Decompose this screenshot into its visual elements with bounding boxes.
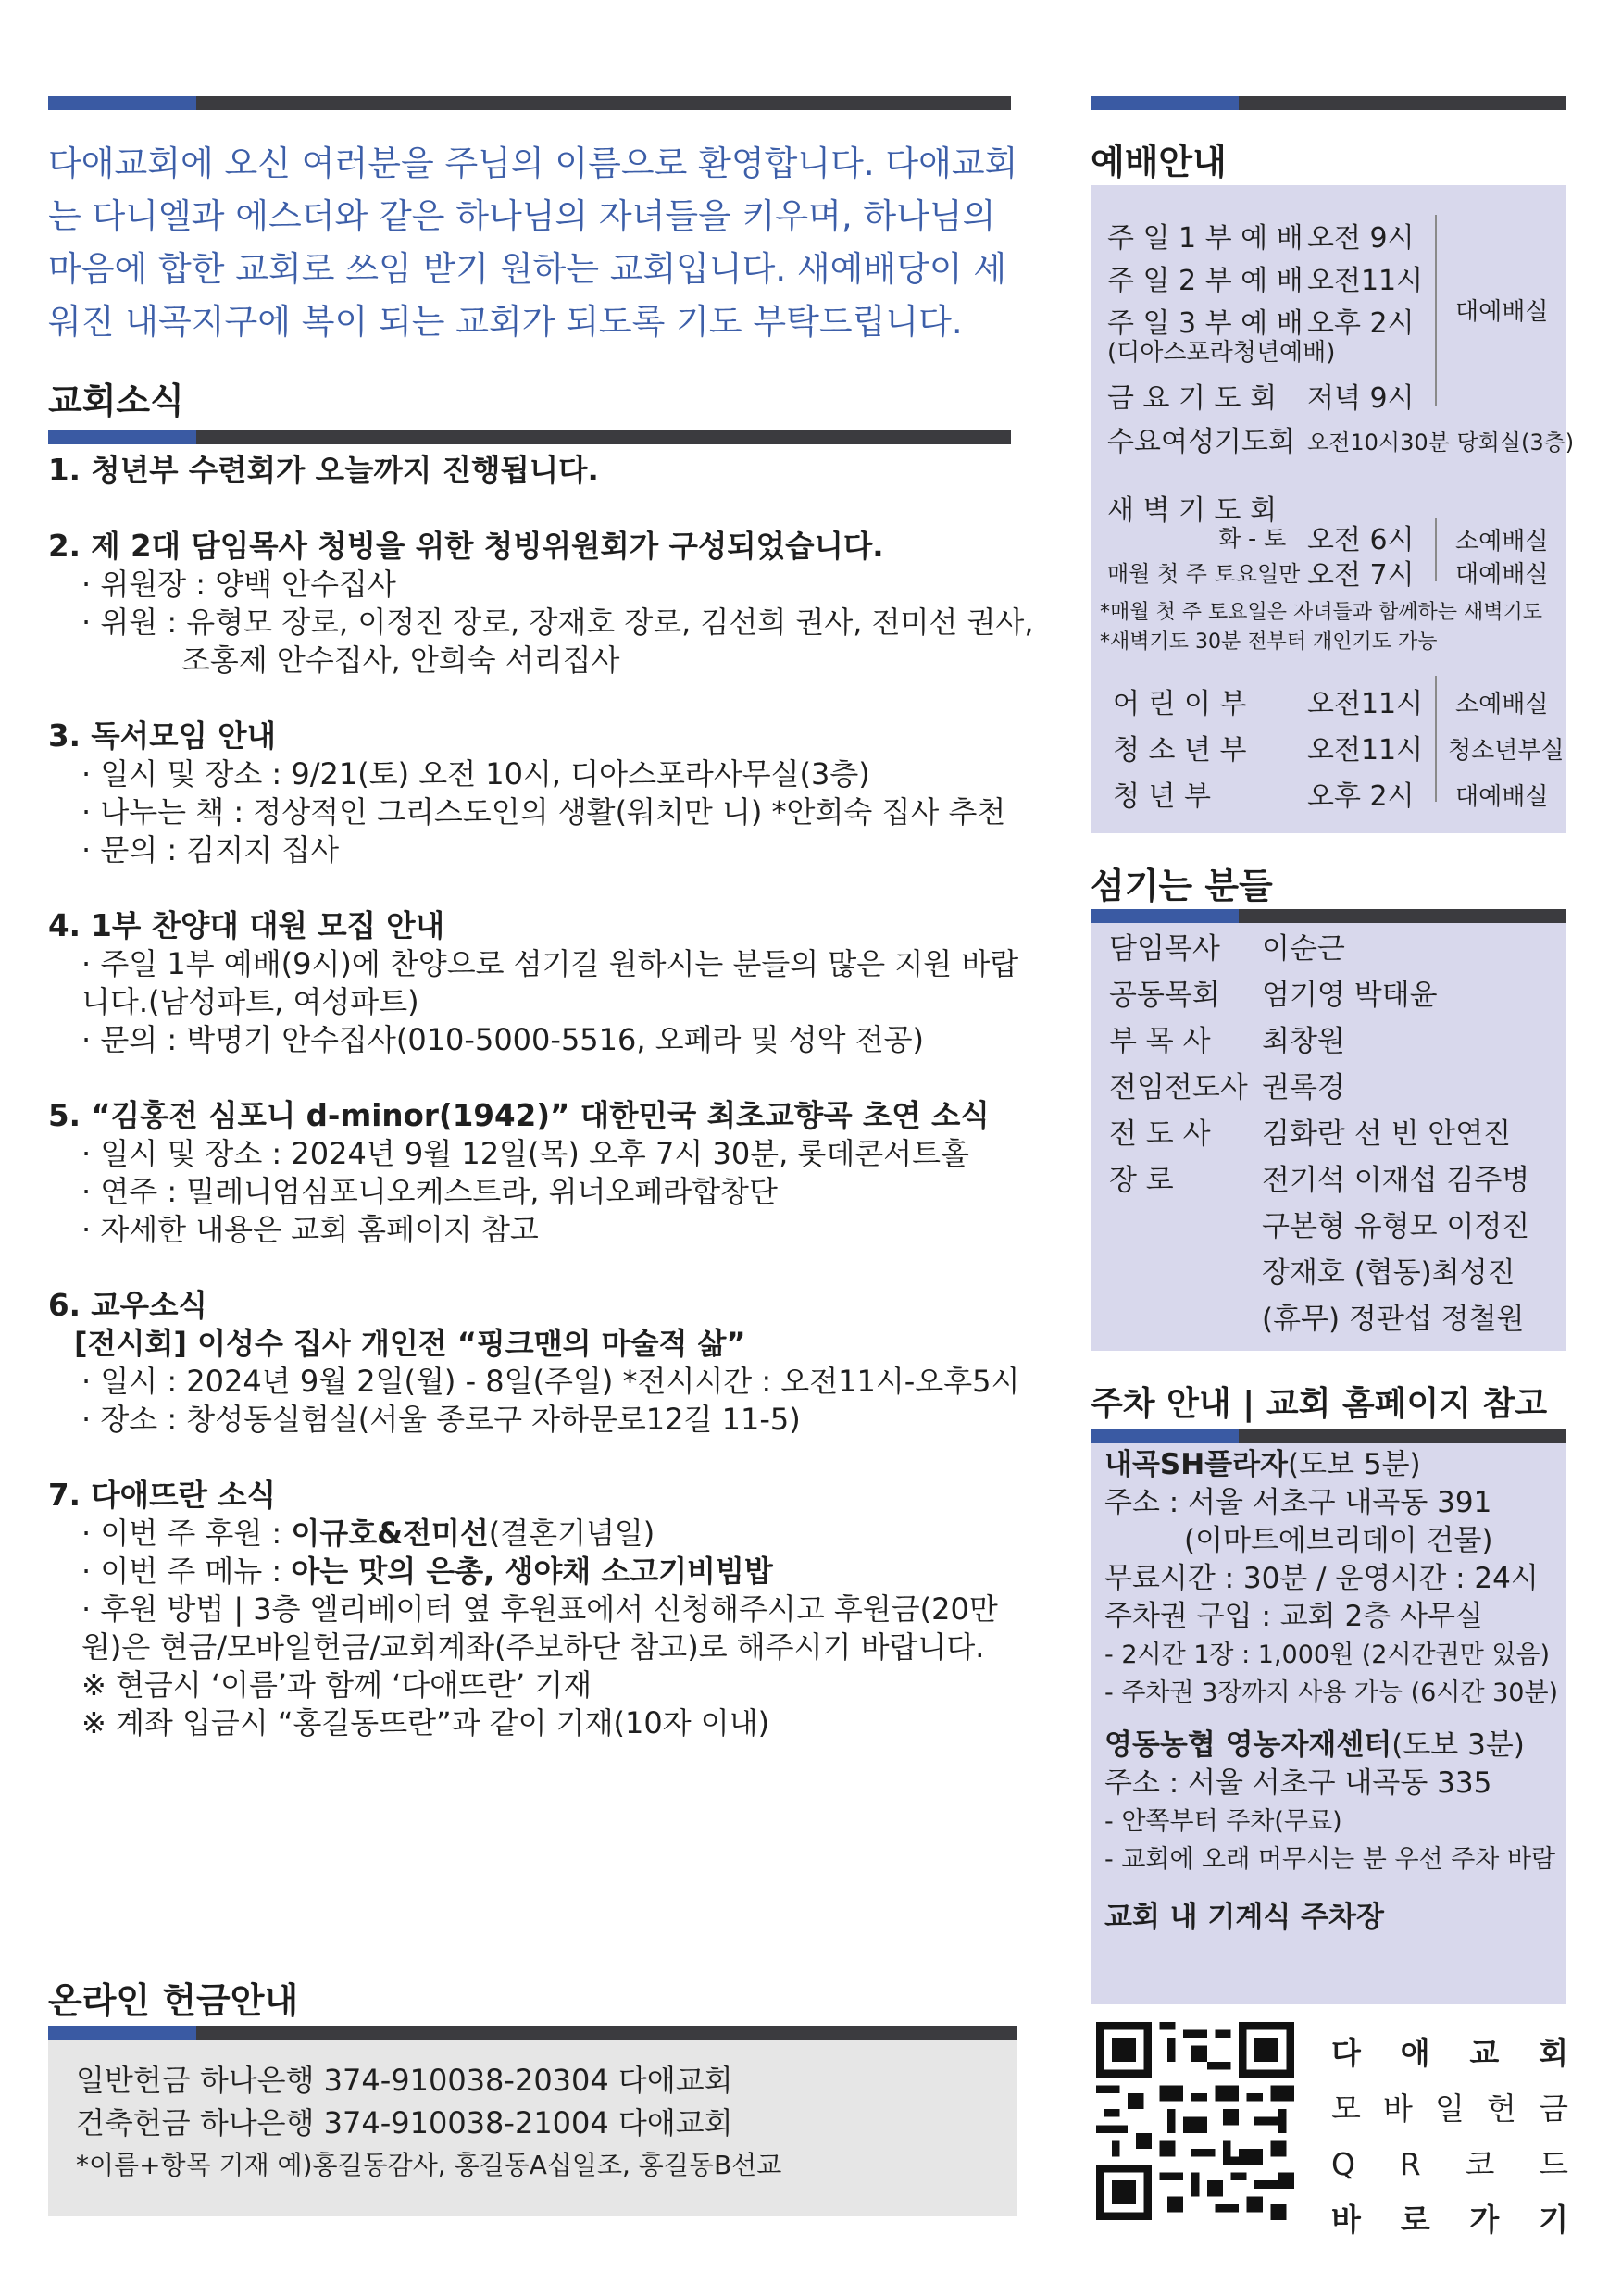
worship-young-name: 청 년 부 bbox=[1113, 780, 1212, 813]
worship-s3-name: 주 일 3 부 예 배 bbox=[1107, 307, 1303, 340]
servers-row: 구본형 유형모 이정진 bbox=[1262, 1210, 1530, 1243]
worship-dawn1-time: 오전 6시 bbox=[1307, 524, 1415, 556]
servers-row: 전 도 사 김화란 선 빈 안연진 bbox=[1109, 1117, 1512, 1151]
worship-dawn2-place: 대예배실 bbox=[1455, 561, 1549, 589]
offering-title: 온라인 헌금안내 bbox=[48, 1980, 299, 2021]
news-item-1: 1. 청년부 수련회가 오늘까지 진행됩니다. bbox=[48, 453, 599, 488]
news-item-7: 7. 다애뜨란 소식 · 이번 주 후원 : 이규호&전미선(결혼기념일) · 이번 주 메뉴 : 아는 맛의 은총, 생야채 소고기비빔밥 · 후원 방법 | 3층 엘리베이터 옆 후원표에서 신청해주시고 후원금(20만 원)은 현금/모바일헌금/교회계좌(주보하단 참고)로 해주시기 바랍니다. ※ 현금시 ‘이름’과 함께 ‘다애뜨란’ 기재 ※ 계좌 입금시 “홍길동뜨란”과 같이 기재(10자 이내) bbox=[48, 1478, 998, 1741]
worship-youth-name: 청 소 년 부 bbox=[1113, 734, 1247, 767]
worship-young-time: 오후 2시 bbox=[1307, 780, 1415, 813]
news-title: 교회소식 bbox=[48, 381, 184, 421]
servers-row: 담임목사 이순근 bbox=[1109, 932, 1345, 966]
worship-sunday-place: 대예배실 bbox=[1455, 298, 1549, 326]
worship-s3-note: (디아스포라청년예배) bbox=[1107, 339, 1336, 367]
offering-info bbox=[48, 2040, 1017, 2216]
servers-list bbox=[1109, 926, 1529, 1342]
worship-wed-name: 수요여성기도회 bbox=[1107, 426, 1295, 458]
worship-fri-name: 금 요 기 도 회 bbox=[1107, 382, 1278, 415]
offering-general: 일반헌금 하나은행 374-910038-20304 다애교회 bbox=[76, 2063, 733, 2098]
worship-fri-time: 저녁 9시 bbox=[1307, 382, 1415, 415]
worship-dawn-name: 새 벽 기 도 회 bbox=[1107, 494, 1278, 527]
servers-row: 장재호 (협동)최성진 bbox=[1262, 1256, 1515, 1290]
worship-wed-time: 오전10시30분 당회실(3층) bbox=[1307, 430, 1575, 455]
worship-youth-place: 청소년부실 bbox=[1448, 737, 1565, 765]
top-right-divider bbox=[1091, 96, 1566, 110]
worship-note-2: *새벽기도 30분 전부터 개인기도 가능 bbox=[1100, 630, 1438, 654]
servers-row: 공동목회 엄기영 박태윤 bbox=[1109, 979, 1438, 1012]
worship-s1-name: 주 일 1 부 예 배 bbox=[1107, 222, 1303, 255]
parking-divider bbox=[1091, 1429, 1566, 1443]
worship-s2-time: 오전11시 bbox=[1307, 265, 1424, 297]
news-item-5: 5. “김홍전 심포니 d-minor(1942)” 대한민국 최초교향곡 초연 소식 · 일시 및 장소 : 2024년 9월 12일(목) 오후 7시 30분, 롯데콘서트홀 · 연주 : 밀레니엄심포니오케스트라, 위너오페라합창단 · 자세한 내용은 교회 홈페이지 참고 bbox=[48, 1098, 990, 1247]
servers-row: (휴무) 정관섭 정철원 bbox=[1262, 1303, 1525, 1336]
worship-youth-time: 오전11시 bbox=[1307, 734, 1424, 767]
worship-dawn1-place: 소예배실 bbox=[1455, 528, 1549, 555]
news-item-4: 4. 1부 찬양대 대원 모집 안내 · 주일 1부 예배(9시)에 찬양으로 섬기길 원하시는 분들의 많은 지원 바랍 니다.(남성파트, 여성파트) · 문의 : 박명기 안수집사(010-5000-5516, 오페라 및 성악 전공) bbox=[48, 908, 1019, 1057]
offering-note: *이름+항목 기재 예)홍길동감사, 홍길동A십일조, 홍길동B선교 bbox=[76, 2150, 782, 2180]
news-divider bbox=[48, 430, 1011, 444]
worship-dawn1-day: 화 - 토 bbox=[1218, 525, 1287, 552]
worship-young-place: 대예배실 bbox=[1455, 783, 1549, 811]
servers-row: 전임전도사 권록경 bbox=[1109, 1071, 1345, 1104]
worship-dawn2-day: 매월 첫 주 토요일만 bbox=[1107, 561, 1301, 587]
servers-divider bbox=[1091, 909, 1566, 923]
servers-row: 부 목 사 최창원 bbox=[1109, 1025, 1345, 1058]
qr-code-icon[interactable] bbox=[1096, 2022, 1294, 2220]
worship-kids-place: 소예배실 bbox=[1455, 691, 1549, 718]
news-item-3: 3. 독서모임 안내 · 일시 및 장소 : 9/21(토) 오전 10시, 디아스포라사무실(3층) · 나누는 책 : 정상적인 그리스도인의 생활(워치만 니) *안희숙 집사 추천 · 문의 : 김지지 집사 bbox=[48, 718, 1006, 867]
qr-label: 다 애 교 회 모 바 일 헌 금 Q R 코 드 바 로 가 기 bbox=[1331, 2035, 1568, 2238]
servers-row: 장 로 전기석 이재섭 김주병 bbox=[1109, 1164, 1530, 1197]
top-left-divider bbox=[48, 96, 1011, 110]
offering-divider bbox=[48, 2026, 1017, 2040]
servers-title: 섬기는 분들 bbox=[1091, 866, 1273, 906]
worship-dawn2-time: 오전 7시 bbox=[1307, 559, 1415, 592]
worship-title: 예배안내 bbox=[1091, 142, 1227, 182]
worship-note-1: *매월 첫 주 토요일은 자녀들과 함께하는 새벽기도 bbox=[1100, 601, 1543, 624]
news-item-6: 6. 교우소식 [전시회] 이성수 집사 개인전 “핑크맨의 마술적 삶” · 일시 : 2024년 9월 2일(월) - 8일(주일) *전시시간 : 오전11시-오후5시 · 장소 : 창성동실험실(서울 종로구 자하문로12길 11-5) bbox=[48, 1288, 1020, 1437]
parking-title: 주차 안내 | 교회 홈페이지 참고 bbox=[1091, 1385, 1548, 1423]
worship-s3-time: 오후 2시 bbox=[1307, 307, 1415, 340]
news-item-2: 2. 제 2대 담임목사 청빙을 위한 청빙위원회가 구성되었습니다. · 위원장 : 양백 안수집사 · 위원 : 유형모 장로, 이정진 장로, 장재호 장로, 김선희 권사, 전미선 권사, 조홍제 안수집사, 안희숙 서리집사 bbox=[48, 529, 1034, 678]
worship-kids-name: 어 린 이 부 bbox=[1113, 688, 1247, 720]
offering-building: 건축헌금 하나은행 374-910038-21004 다애교회 bbox=[76, 2105, 733, 2140]
welcome-message: 다애교회에 오신 여러분을 주님의 이름으로 환영합니다. 다애교회 는 다니엘과 에스더와 같은 하나님의 자녀들을 키우며, 하나님의 마음에 합한 교회로 쓰임 받기 원하는 교회입니다. 새예배당이 세 워진 내곡지구에 복이 되는 교회가 되도록 기도 부탁드립니다. bbox=[48, 144, 1018, 342]
church-news bbox=[48, 452, 1034, 1780]
worship-s2-name: 주 일 2 부 예 배 bbox=[1107, 265, 1303, 297]
parking-info: 내곡SH플라자(도보 5분) 주소 : 서울 서초구 내곡동 391 (이마트에브리데이 건물) 무료시간 : 30분 / 운영시간 : 24시 주차권 구입 : 교회 2층 사무실 - 2시간 1장 : 1,000원 (2시간권만 있음) - 주차권 3장까지 사용 가능 (6시간 30분) 영동농협 영농자재센터(도보 3분) 주소 : 서울 서초구 내곡동 335 - 안쪽부터 주차(무료) - 교회에 오래 머무시는 분 우선 주차 바람 교회 내 기계식 주차장 bbox=[1104, 1448, 1559, 1934]
worship-kids-time: 오전11시 bbox=[1307, 688, 1424, 720]
worship-s1-time: 오전 9시 bbox=[1307, 222, 1415, 255]
